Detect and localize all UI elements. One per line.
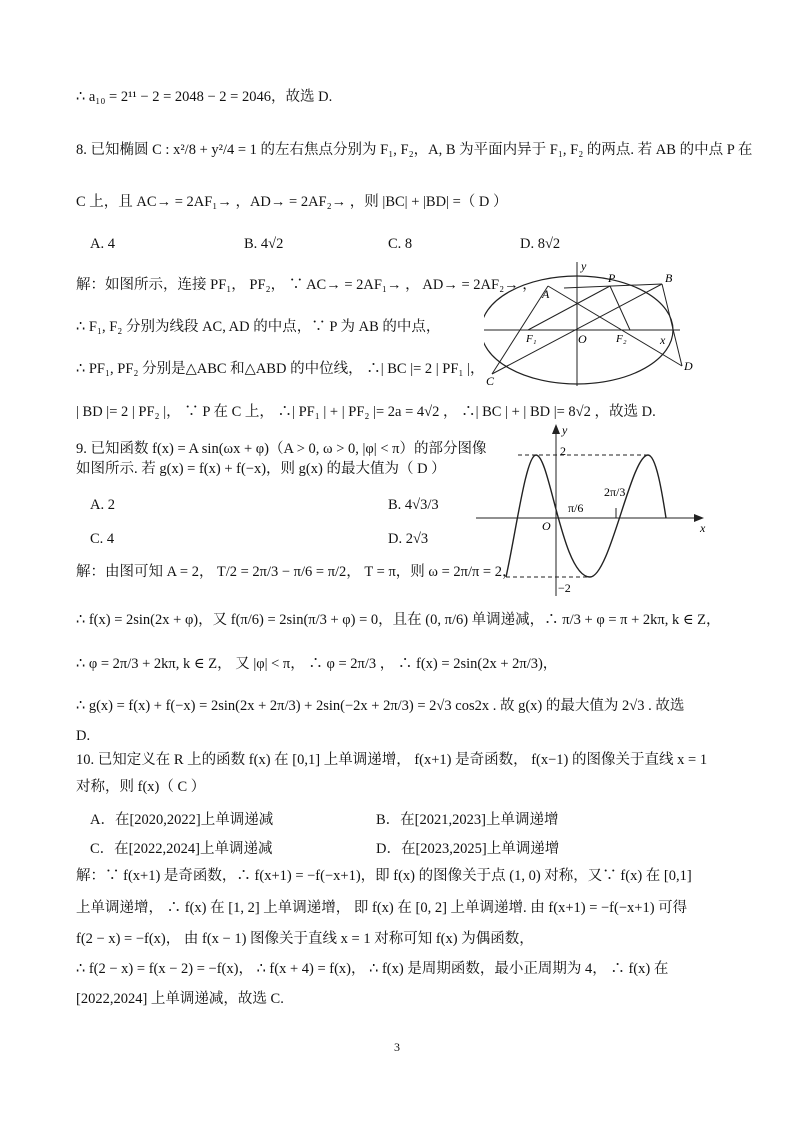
q8-option-b: B. 4√2 bbox=[244, 236, 284, 252]
q8-option-c: C. 8 bbox=[388, 236, 413, 252]
question-10-stem: 10. 已知定义在 R 上的函数 f(x) 在 [0,1] 上单调递增， f(x+1) 是奇函数， f(x−1) 的图像关于直线 x = 1 bbox=[76, 752, 708, 768]
label-x: x bbox=[700, 521, 706, 535]
label-x: x bbox=[660, 333, 666, 347]
page-number: 3 bbox=[394, 1040, 400, 1054]
label-2pi3: 2π/3 bbox=[604, 485, 626, 499]
q9-solution-3: ∴ φ = 2π/3 + 2kπ, k ∈ Z， 又 |φ| < π， ∴ φ = 2π/3 ， ∴ f(x) = 2sin(2x + 2π/3)， bbox=[76, 656, 558, 672]
q9-solution-4: ∴ g(x) = f(x) + f(−x) = 2sin(2x + 2π/3) + 2sin(−2x + 2π/3) = 2√3 cos2x . 故 g(x) 的最大值为 2√3 . 故选 bbox=[76, 698, 685, 714]
q10-solution-5: [2022,2024] 上单调递减，故选 C. bbox=[76, 991, 284, 1007]
label-pi6: π/6 bbox=[568, 501, 584, 515]
q10-solution-1: 解：∵ f(x+1) 是奇函数，∴ f(x+1) = −f(−x+1)，即 f(x) 的图像关于点 (1, 0) 对称，又∵ f(x) 在 [0,1] bbox=[76, 868, 692, 884]
label-C: C bbox=[486, 374, 495, 388]
label-F2: F₂ bbox=[616, 333, 627, 345]
q9-solution-5: D. bbox=[76, 728, 91, 744]
q10-option-a: A．在[2020,2022]上单调递减 bbox=[90, 812, 274, 828]
q10-solution-3: f(2 − x) = −f(x)， 由 f(x − 1) 图像关于直线 x = 1 对称可知 f(x) 为偶函数， bbox=[76, 931, 534, 947]
question-8-stem-2: C 上，且 AC→ = 2AF₁→ ，AD→ = 2AF₂→ ，则 |BC| + |BD| =（ D ） bbox=[76, 194, 508, 210]
label-O: O bbox=[542, 519, 551, 533]
q10-option-b: B．在[2021,2023]上单调递增 bbox=[376, 812, 559, 828]
text-line: ∴ a₁₀ = 2¹¹ − 2 = 2048 − 2 = 2046，故选 D. bbox=[76, 89, 333, 105]
q10-option-d: D．在[2023,2025]上单调递增 bbox=[376, 841, 560, 857]
label-B: B bbox=[665, 271, 673, 285]
q10-solution-2: 上单调递增， ∴ f(x) 在 [1, 2] 上单调递增， 即 f(x) 在 [0, 2] 上单调递增. 由 f(x+1) = −f(−x+1) 可得 bbox=[76, 900, 688, 916]
q8-solution-3: ∴ PF₁, PF₂ 分别是△ABC 和△ABD 的中位线， ∴| BC |= 2 | PF₁ |， bbox=[76, 361, 485, 377]
q10-solution-4: ∴ f(2 − x) = f(x − 2) = −f(x)， ∴ f(x + 4) = f(x)， ∴ f(x) 是周期函数，最小正周期为 4， ∴ f(x) 在 bbox=[76, 961, 669, 977]
q10-option-c: C．在[2022,2024]上单调递减 bbox=[90, 841, 273, 857]
question-9-stem: 9. 已知函数 f(x) = A sin(ωx + φ)（A > 0, ω > 0, |φ| < π）的部分图像 bbox=[76, 441, 487, 457]
q9-option-a: A. 2 bbox=[90, 497, 115, 513]
label-O: O bbox=[578, 332, 587, 346]
q8-option-d: D. 8√2 bbox=[520, 236, 561, 252]
ellipse-figure bbox=[484, 258, 710, 390]
label-neg2: −2 bbox=[558, 581, 571, 595]
q9-solution-1: 解：由图可知 A = 2， T/2 = 2π/3 − π/6 = π/2， T = π，则 ω = 2π/π = 2， bbox=[76, 564, 517, 580]
q8-solution-4: | BD |= 2 | PF₂ |， ∵ P 在 C 上， ∴| PF₁ | + | PF₂ |= 2a = 4√2 ， ∴| BC | + | BD |= 8√2 ，故选 D. bbox=[76, 404, 656, 420]
label-A: A bbox=[542, 287, 550, 301]
label-y: y bbox=[562, 423, 568, 437]
label-F1: F₁ bbox=[526, 333, 537, 345]
question-8-stem: 8. 已知椭圆 C : x²/8 + y²/4 = 1 的左右焦点分别为 F₁, F₂，A, B 为平面内异于 F₁, F₂ 的两点. 若 AB 的中点 P 在 bbox=[76, 142, 753, 158]
label-P: P bbox=[608, 271, 616, 285]
question-10-stem-2: 对称，则 f(x)（ C ） bbox=[76, 779, 206, 795]
label-y: y bbox=[581, 259, 587, 273]
q8-solution-2: ∴ F₁, F₂ 分别为线段 AC, AD 的中点，∵ P 为 AB 的中点， bbox=[76, 319, 441, 335]
q8-solution-1: 解：如图所示，连接 PF₁， PF₂， ∵ AC→ = 2AF₁→ ， AD→ = 2AF₂→ ， bbox=[76, 277, 537, 293]
q9-option-d: D. 2√3 bbox=[388, 531, 429, 547]
question-9-stem-2: 如图所示. 若 g(x) = f(x) + f(−x)，则 g(x) 的最大值为（ D ） bbox=[76, 461, 446, 477]
label-D: D bbox=[684, 359, 693, 373]
q9-option-b: B. 4√3/3 bbox=[388, 497, 439, 513]
q8-option-a: A. 4 bbox=[90, 236, 115, 252]
q9-option-c: C. 4 bbox=[90, 531, 115, 547]
label-2: 2 bbox=[560, 444, 566, 458]
q9-solution-2: ∴ f(x) = 2sin(2x + φ)，又 f(π/6) = 2sin(π/3 + φ) = 0，且在 (0, π/6) 单调递减，∴ π/3 + φ = π + 2kπ, k ∈ Z， bbox=[76, 612, 721, 628]
